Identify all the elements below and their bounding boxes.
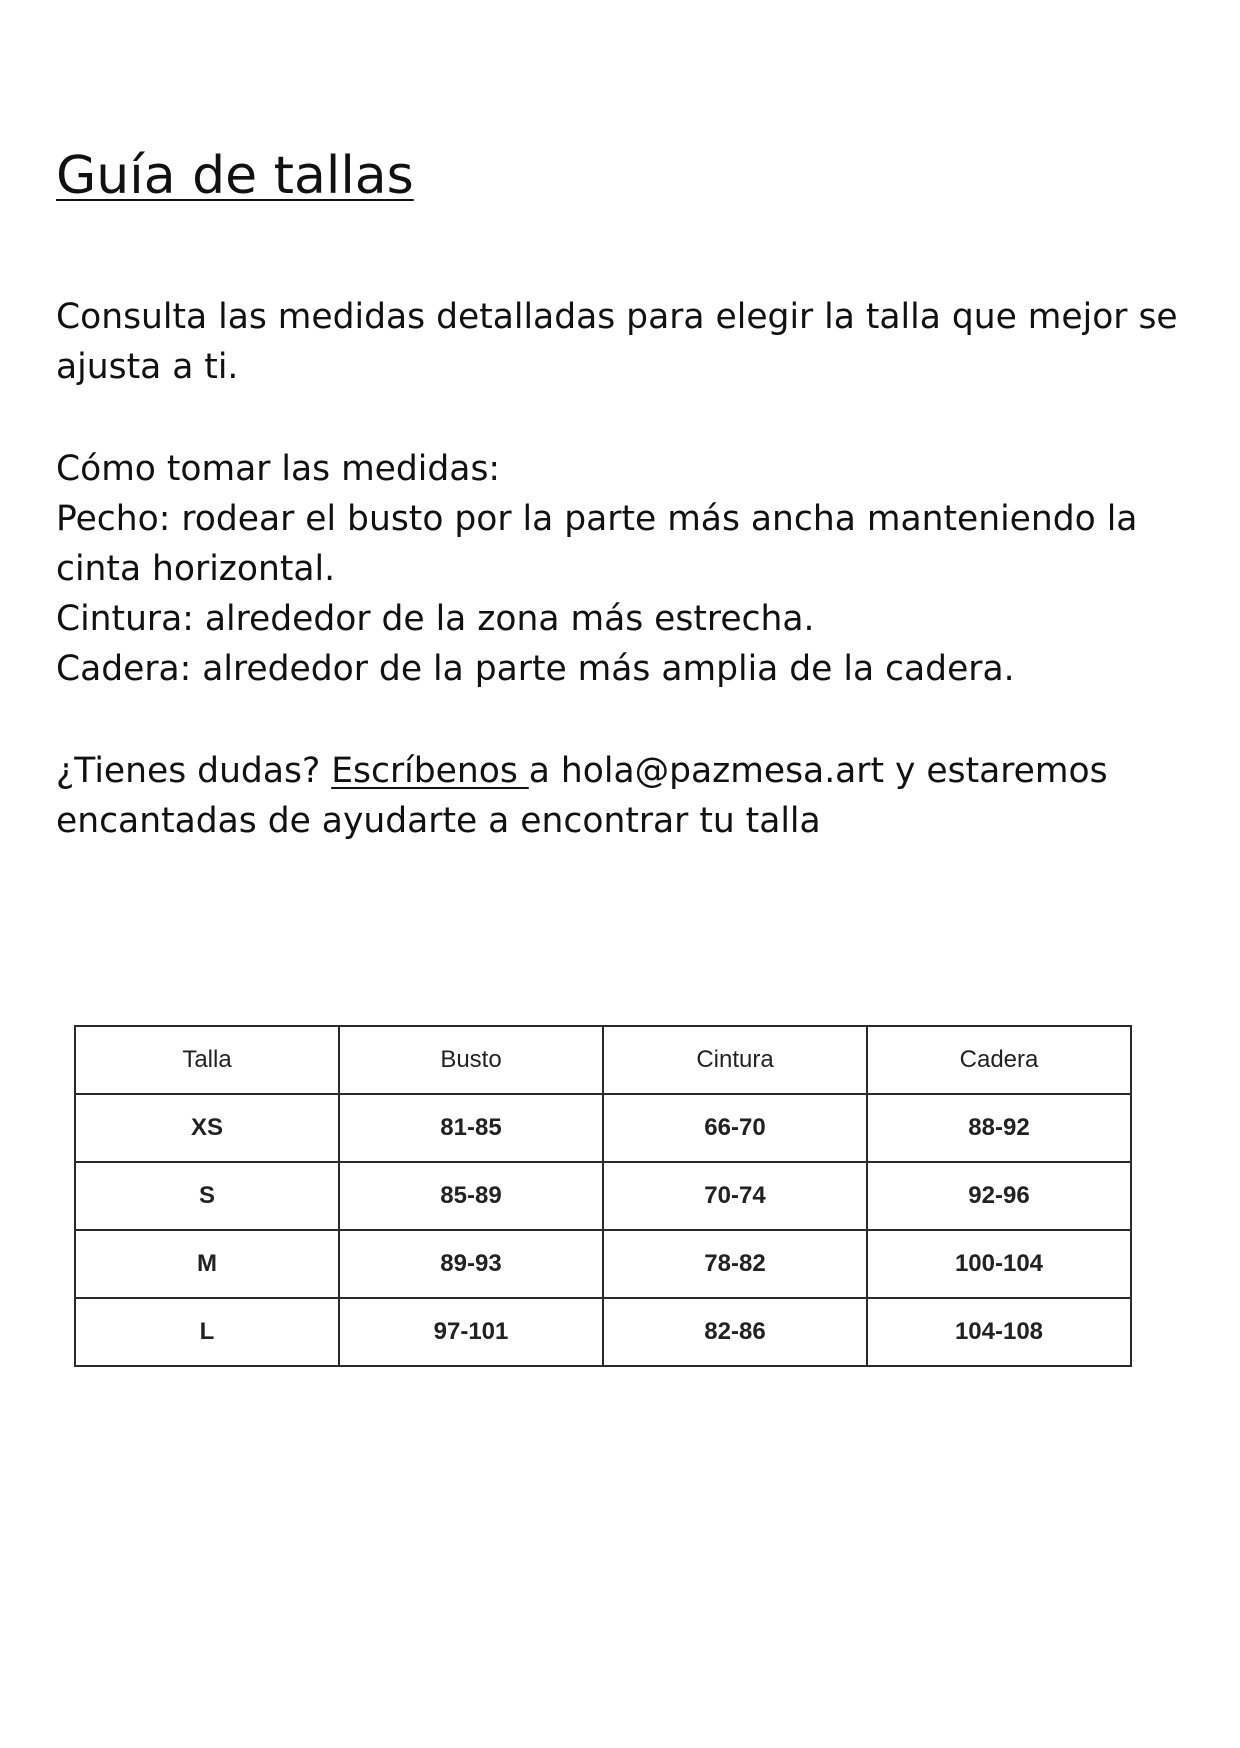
cell-bust: 97-101 bbox=[339, 1298, 603, 1366]
table-row bbox=[75, 1298, 1131, 1366]
instruction-waist: Cintura: alrededor de la zona más estrecha. bbox=[56, 599, 815, 639]
measuring-instructions bbox=[56, 444, 1216, 694]
cell-waist: 70-74 bbox=[603, 1162, 867, 1230]
cell-hip: 88-92 bbox=[867, 1094, 1131, 1162]
instruction-hip: Cadera: alrededor de la parte más amplia de la cadera. bbox=[56, 649, 1015, 689]
cell-bust: 89-93 bbox=[339, 1230, 603, 1298]
intro-text: Consulta las medidas detalladas para elegir la talla que mejor se ajusta a ti. bbox=[56, 297, 1178, 387]
table-row bbox=[75, 1094, 1131, 1162]
header-size: Talla bbox=[75, 1026, 339, 1094]
cell-waist: 66-70 bbox=[603, 1094, 867, 1162]
contact-suffix: a hola@pazmesa.art y estaremos encantadas de ayudarte a encontrar tu talla bbox=[56, 751, 1108, 841]
contact-prefix: ¿Tienes dudas? bbox=[56, 751, 332, 791]
table-row bbox=[75, 1162, 1131, 1230]
contact-text bbox=[56, 746, 1216, 846]
cell-size: M bbox=[75, 1230, 339, 1298]
header-waist: Cintura bbox=[603, 1026, 867, 1094]
size-chart-table bbox=[74, 1025, 1132, 1367]
cell-bust: 81-85 bbox=[339, 1094, 603, 1162]
instruction-chest: Pecho: rodear el busto por la parte más ancha manteniendo la cinta horizontal. bbox=[56, 499, 1138, 589]
cell-size: S bbox=[75, 1162, 339, 1230]
cell-waist: 82-86 bbox=[603, 1298, 867, 1366]
page-title: Guía de tallas bbox=[56, 146, 414, 206]
write-to-us-link[interactable]: Escríbenos bbox=[331, 751, 529, 791]
cell-size: L bbox=[75, 1298, 339, 1366]
cell-size: XS bbox=[75, 1094, 339, 1162]
cell-hip: 92-96 bbox=[867, 1162, 1131, 1230]
header-bust: Busto bbox=[339, 1026, 603, 1094]
instructions-heading: Cómo tomar las medidas: bbox=[56, 449, 501, 489]
table-header-row bbox=[75, 1026, 1131, 1094]
cell-hip: 104-108 bbox=[867, 1298, 1131, 1366]
header-hip: Cadera bbox=[867, 1026, 1131, 1094]
cell-hip: 100-104 bbox=[867, 1230, 1131, 1298]
cell-waist: 78-82 bbox=[603, 1230, 867, 1298]
table-row bbox=[75, 1230, 1131, 1298]
cell-bust: 85-89 bbox=[339, 1162, 603, 1230]
